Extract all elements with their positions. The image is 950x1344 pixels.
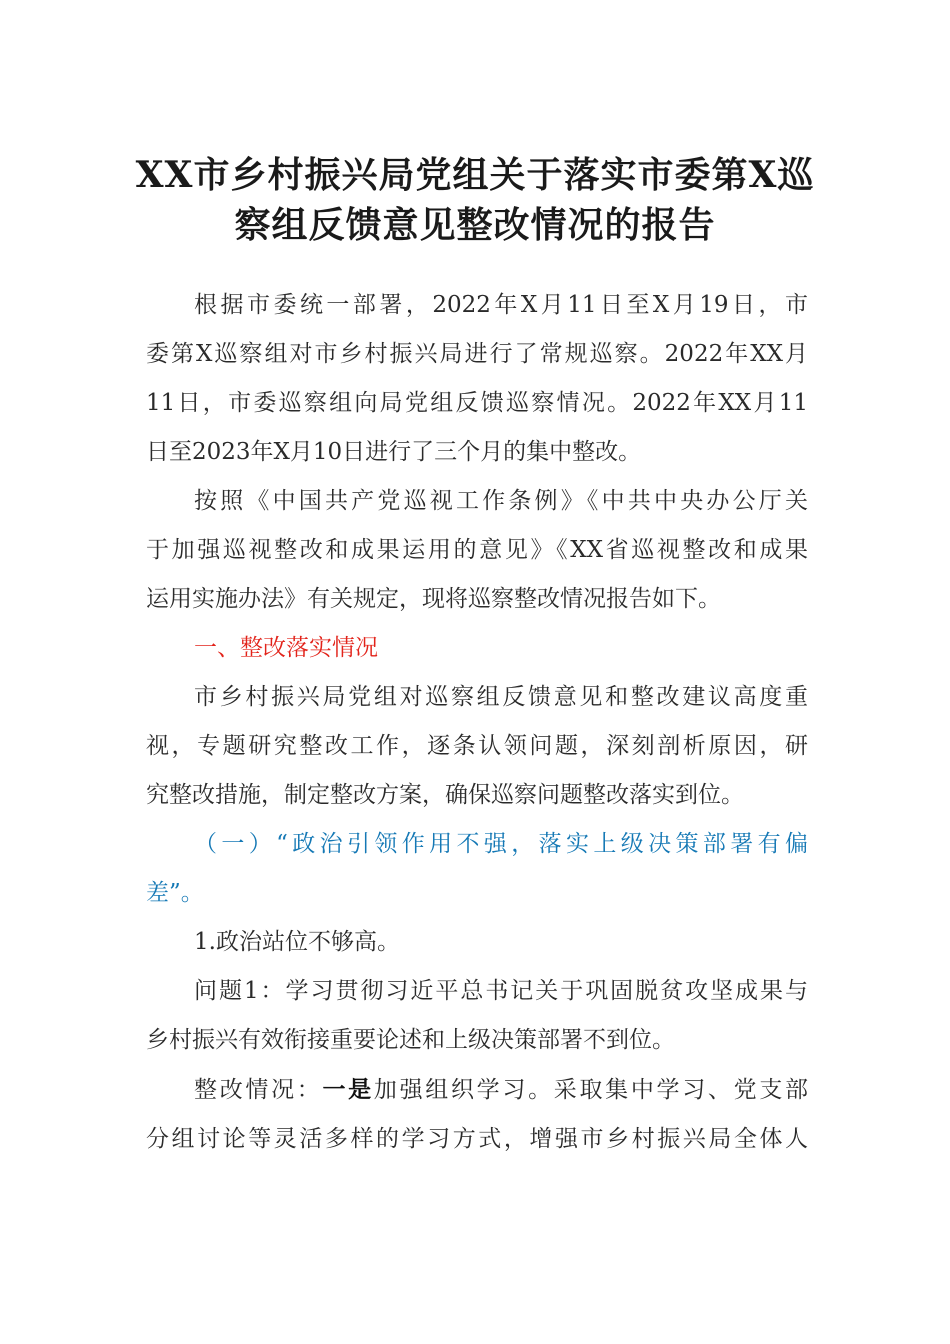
document-title [110, 150, 840, 250]
title-line: XX市乡村振兴局党组关于落实市委第X巡 [135, 154, 815, 196]
rectify-lead: 一是 [322, 1076, 374, 1103]
paragraph-line: 运用实施办法》有关规定，现将巡察整改情况报告如下。 [146, 586, 721, 612]
rectify-label: 整改情况： [194, 1077, 323, 1103]
paragraph-line: 市乡村振兴局党组对巡察组反馈意见和整改建议高度重 [194, 684, 808, 710]
rectify-text: 加强组织学习。采取集中学习、党支部 [373, 1077, 808, 1103]
section-heading: 一、整改落实情况 [194, 635, 378, 661]
title-line: 察组反馈意见整改情况的报告 [234, 204, 716, 246]
paragraph-line: 11日，市委巡察组向局党组反馈巡察情况。2022年XX月11 [146, 390, 808, 416]
subsection-heading: 差”。 [146, 880, 204, 906]
paragraph-line: 于加强巡视整改和成果运用的意见》《XX省巡视整改和成果 [146, 537, 808, 563]
problem-line: 乡村振兴有效衔接重要论述和上级决策部署不到位。 [146, 1027, 675, 1053]
paragraph-line: 日至2023年X月10日进行了三个月的集中整改。 [146, 439, 642, 465]
rectify-line: 分组讨论等灵活多样的学习方式，增强市乡村振兴局全体人 [146, 1126, 808, 1152]
document-body [146, 281, 808, 1164]
paragraph-line: 根据市委统一部署，2022年X月11日至X月19日，市 [194, 292, 808, 318]
problem-line: 问题1：学习贯彻习近平总书记关于巩固脱贫攻坚成果与 [194, 978, 808, 1004]
paragraph-line: 按照《中国共产党巡视工作条例》《中共中央办公厅关 [194, 488, 808, 514]
paragraph-line: 究整改措施，制定整改方案，确保巡察问题整改落实到位。 [146, 782, 744, 808]
subsection-heading: （一）“政治引领作用不强，落实上级决策部署有偏 [194, 831, 808, 857]
paragraph-line: 委第X巡察组对市乡村振兴局进行了常规巡察。2022年XX月 [146, 341, 808, 367]
rectify-line [146, 1065, 808, 1115]
item-heading: 1.政治站位不够高。 [194, 929, 400, 955]
paragraph-line: 视，专题研究整改工作，逐条认领问题，深刻剖析原因，研 [146, 733, 808, 759]
